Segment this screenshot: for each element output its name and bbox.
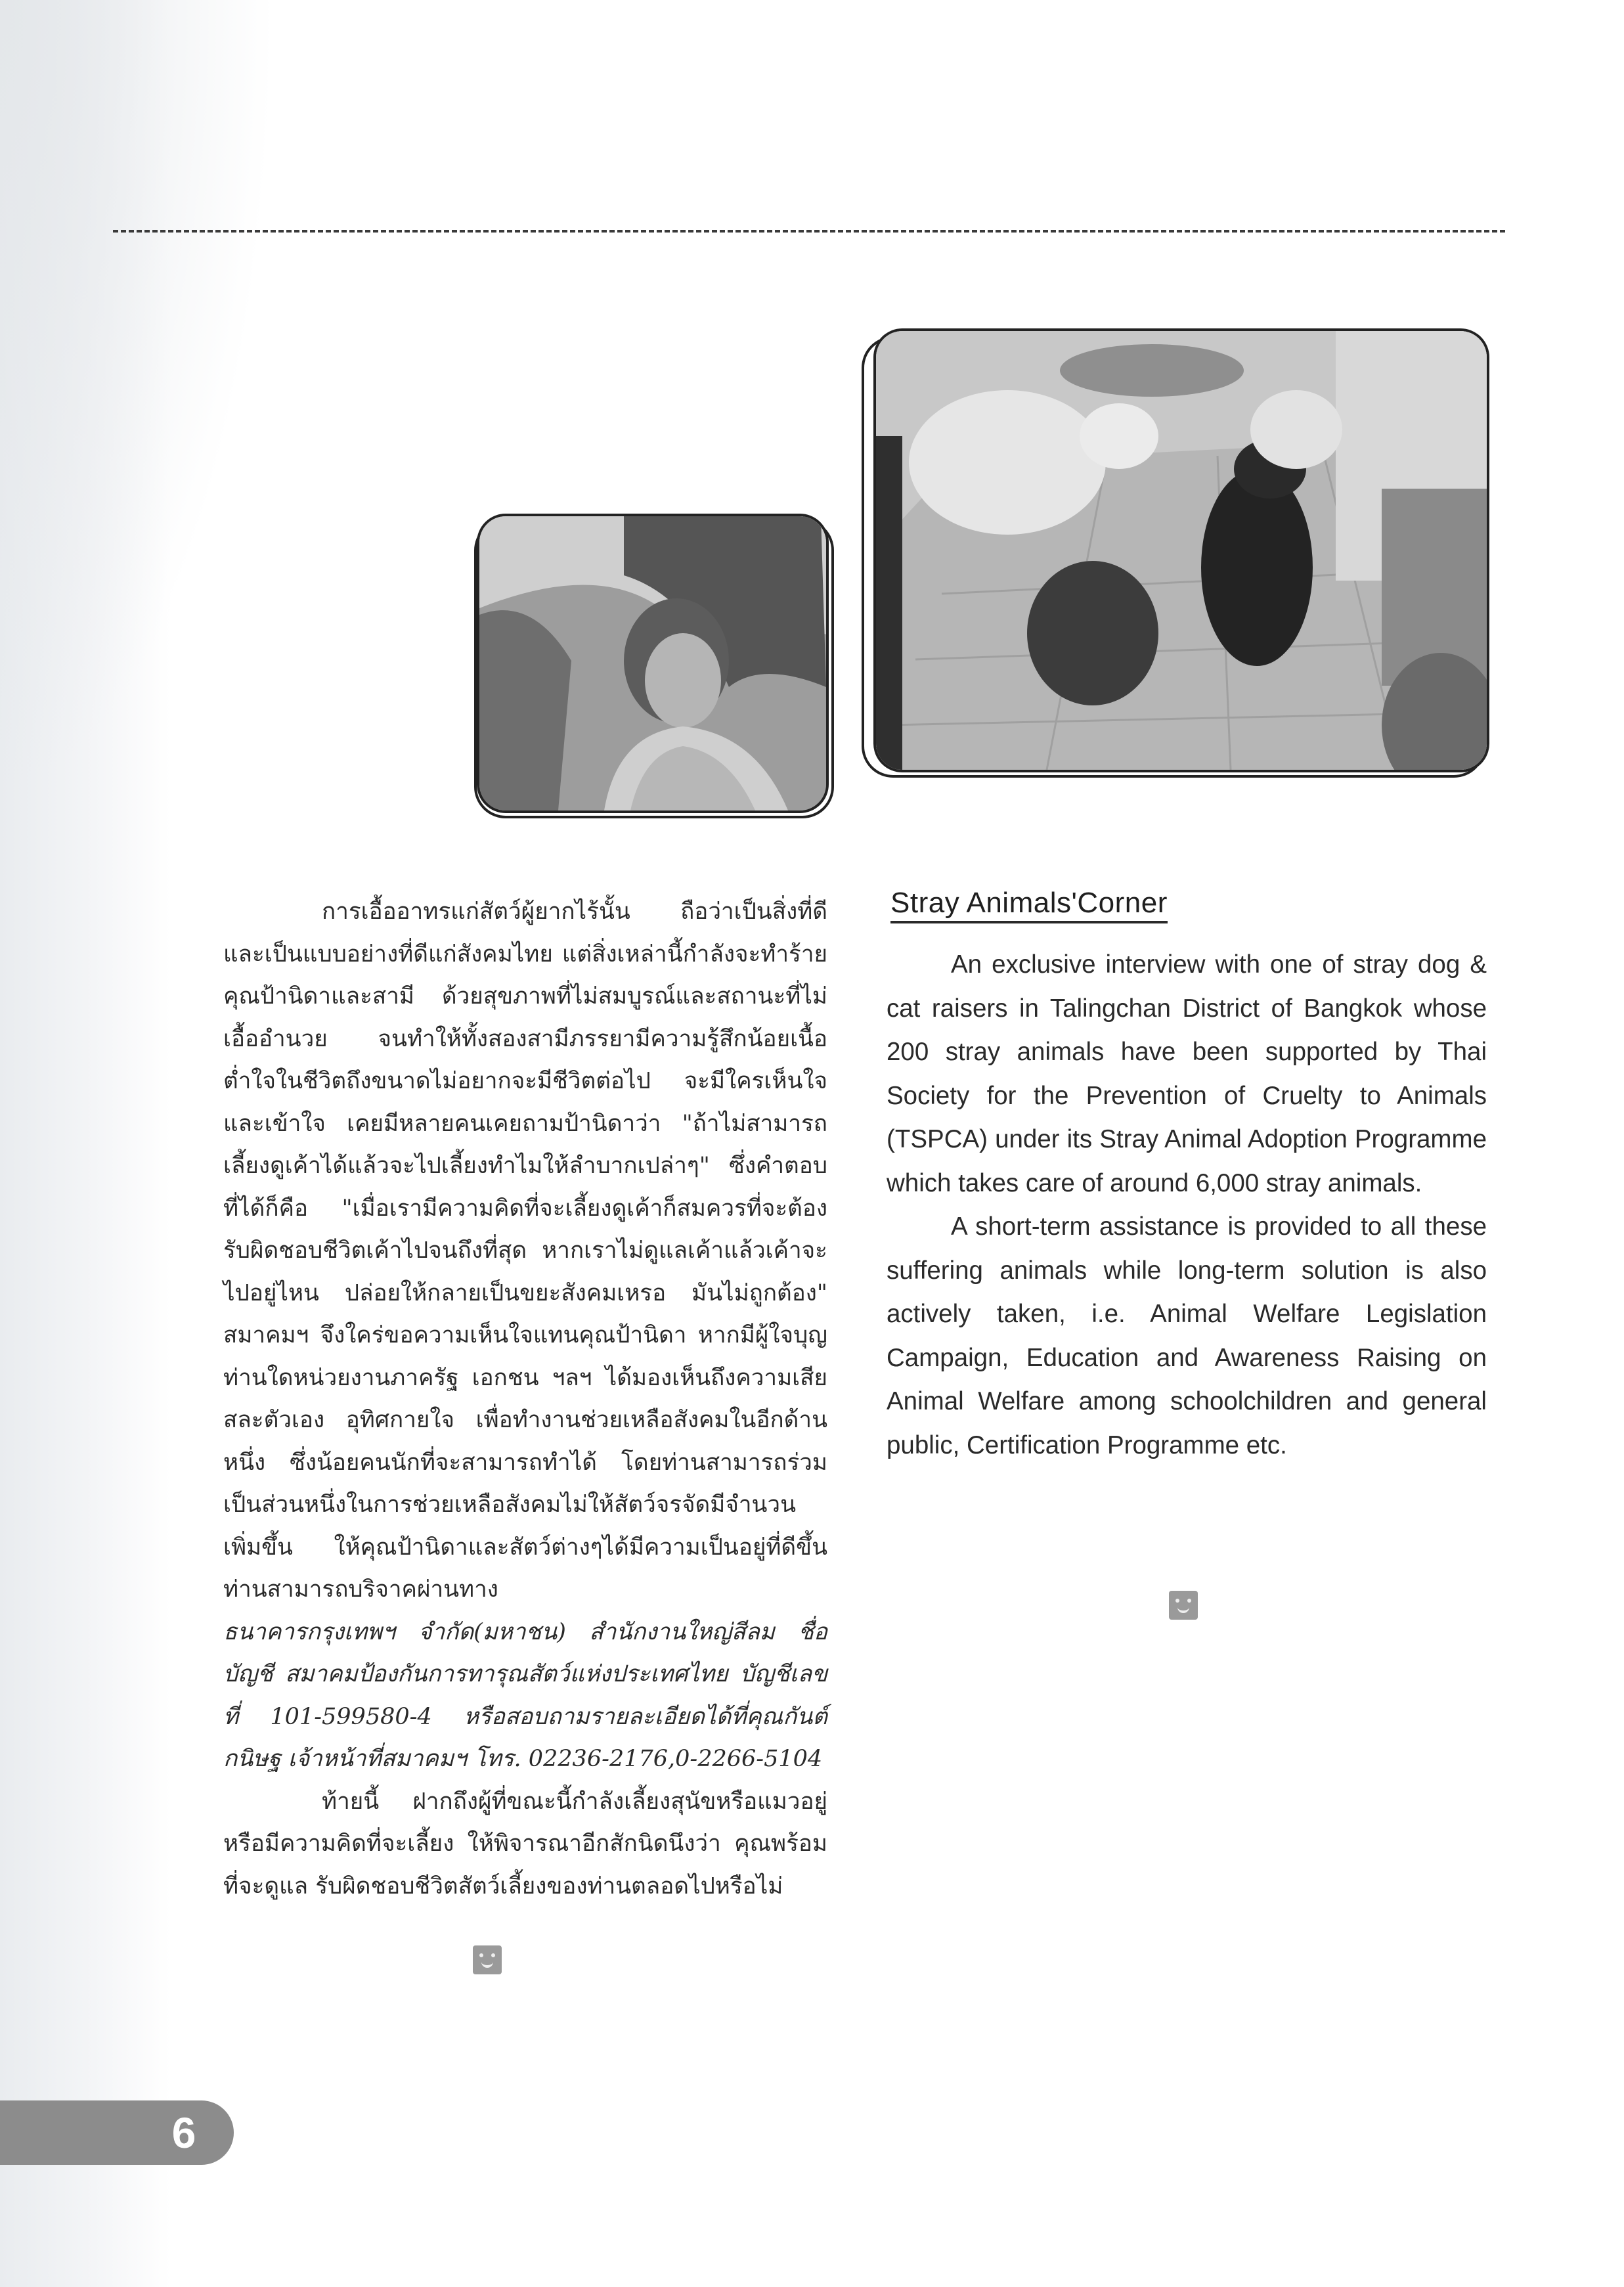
page-number: 6 [171,2108,196,2157]
article-title: Stray Animals'Corner [890,887,1168,923]
thai-paragraph: การเอื้ออาทรแก่สัตว์ผู้ยากไร้นั้น ถือว่าเป็นสิ่งที่ดี และเป็นแบบอย่างที่ดีแก่สังคมไทย แต่สิ่งเหล่านี้กำลังจะทำร้ายคุณป้านิดาและสามี ด้วยสุขภาพที่ไม่สมบูรณ์และสถานะที่ไม่เอื้ออำนวย จนทำให้ทั้งสองสามีภรรยามีความรู้สึกน้อยเนื้อต่ำใจในชีวิตถึงขนาดไม่อยากจะมีชีวิตต่อไป จะมีใครเห็นใจและเข้าใจ เคยมีหลายคนเคยถามป้านิดาว่า "ถ้าไม่สามารถเลี้ยงดูเค้าได้แล้วจะไปเลี้ยงทำไมให้ลำบากเปล่าๆ" ซึ่งคำตอบที่ได้ก็คือ "เมื่อเรามีความคิดที่จะเลี้ยงดูเค้าก็สมควรที่จะต้องรับผิดชอบชีวิตเค้าไปจนถึงที่สุด หากเราไม่ดูแลเค้าแล้วเค้าจะไปอยู่ไหน ปล่อยให้กลายเป็นขยะสังคมเหรอ มันไม่ถูกต้อง" สมาคมฯ จึงใคร่ขอความเห็นใจแทนคุณป้านิดา หากมีผู้ใจบุญท่านใดหน่วยงานภาครัฐ เอกชน ฯลฯ ได้มองเห็นถึงความเสียสละตัวเอง อุทิศกายใจ เพื่อทำงานช่วยเหลือสังคมในอีกด้านหนึ่ง ซึ่งน้อยคนนักที่จะสามารถทำได้ โดยท่านสามารถร่วมเป็นส่วนหนึ่งในการช่วยเหลือสังคมไม่ให้สัตว์จรจัดมีจำนวนเพิ่มขึ้น ให้คุณป้านิดาและสัตว์ต่างๆได้มีความเป็นอยู่ที่ดีขึ้น ท่านสามารถบริจาคผ่านทาง [223,899,827,1603]
english-paragraph: An exclusive interview with one of stray dog & cat raisers in Talingchan District of Bangkok whose 200 stray animals have been supported by Thai Society for the Prevention of Cruelty to Animals (TSPCA) under its Stray Animal Adoption Programme which takes care of around 6,000 stray animals. [887,950,1487,1197]
english-paragraph: A short-term assistance is provided to all these suffering animals while long-term solution is also actively taken, i.e. Animal Welfare Legislation Campaign, Education and Awareness Raising on Animal Welfare among schoolchildren and general public, Certification Programme etc. [887,1212,1487,1459]
thai-bank-details: ธนาคารกรุงเทพฯ จำกัด(มหาชน) สำนักงานใหญ่สีลม ชื่อบัญชี สมาคมป้องกันการทารุณสัตว์แห่งประเทศไทย บัญชีเลขที่ 101-599580-4 หรือสอบถามรายละเอียดได้ที่คุณกันต์กนิษฐ เจ้าหน้าที่สมาคมฯ โทร. 02236-2176,0-2266-5104 [223,1618,827,1772]
dashed-divider [113,230,1505,233]
thai-paragraph: ท้ายนี้ ฝากถึงผู้ที่ขณะนี้กำลังเลี้ยงสุนัขหรือแมวอยู่หรือมีความคิดที่จะเลี้ยง ให้พิจารณาอีกสักนิดนึงว่า คุณพร้อมที่จะดูแล รับผิดชอบชีวิตสัตว์เลี้ยงของท่านตลอดไปหรือไม่ [223,1788,827,1899]
thai-article [223,891,827,1907]
english-article [887,943,1487,1467]
photo-woman [477,514,829,813]
dogs-illustration [876,331,1487,770]
photo-stray-dogs [873,328,1489,772]
cat-face-icon [1169,1591,1198,1620]
page-corner-shade [0,0,276,788]
woman-illustration [479,516,826,810]
cat-face-icon [473,1945,502,1974]
